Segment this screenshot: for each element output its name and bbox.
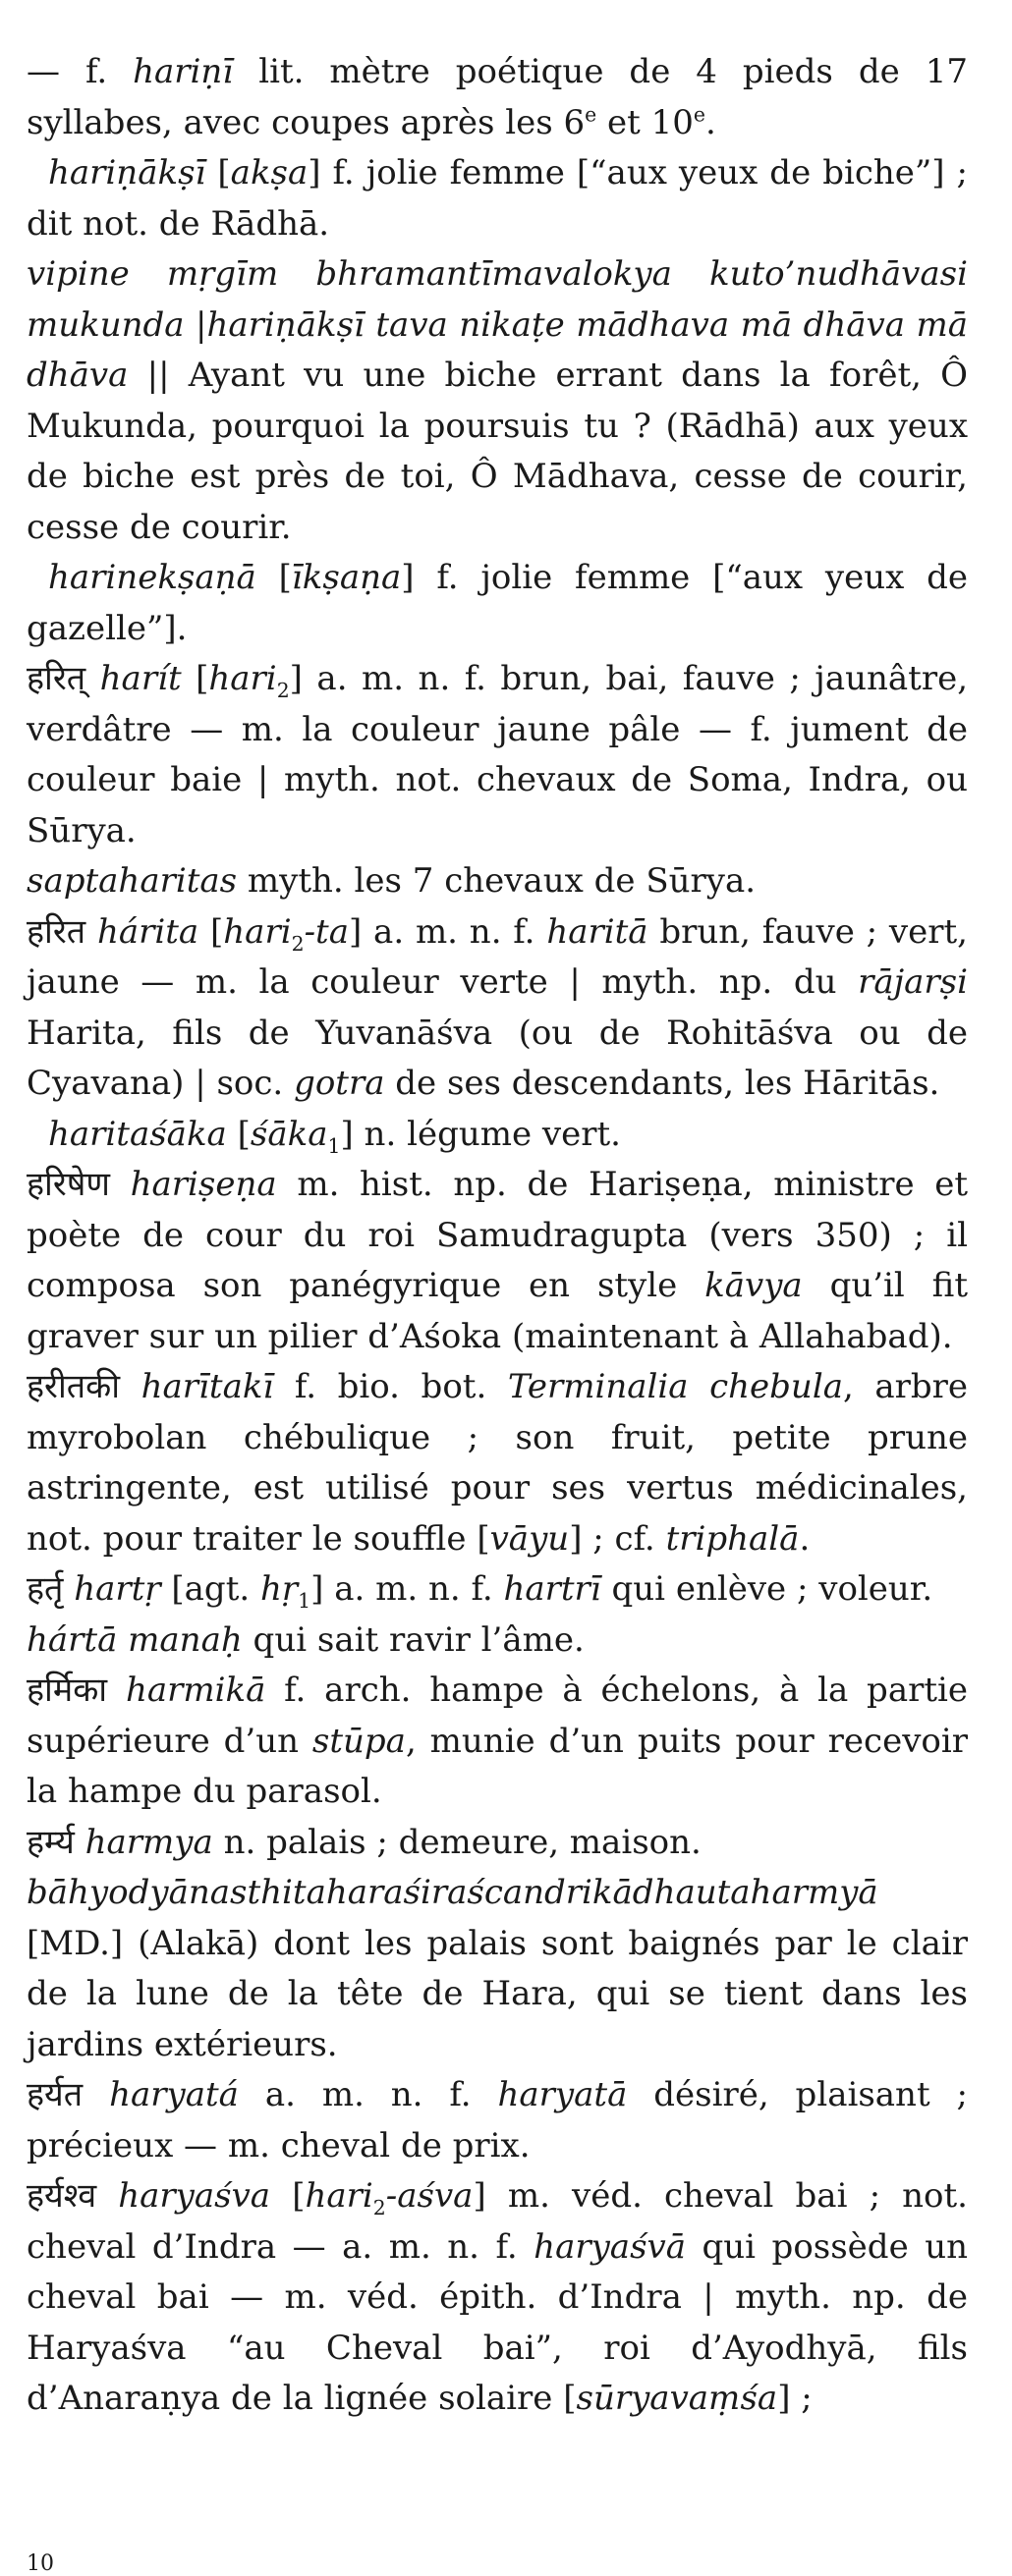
dictionary-entry: हरित् harít [hari$_2$] a. m. n. f. brun, bai, fauve ; jaunâtre, verdâtre — m. la couleur jaune pâle — f. jument de couleur baie | myth. not. chevaux de Soma, Indra, ou Sūrya. <box>27 659 968 850</box>
page-number: 10 <box>27 2551 54 2576</box>
dictionary-entry: हर्यत haryatá a. m. n. f. haryatā désiré, plaisant ; précieux — m. cheval de prix. <box>27 2075 968 2165</box>
dictionary-entry: hártā manaḥ qui sait ravir l’âme. <box>27 1619 585 1660</box>
dictionary-entry: saptaharitas myth. les 7 chevaux de Sūrya. <box>27 861 757 901</box>
dictionary-entry: हर्तृ hartṛ [agt. hṛ$_1$] a. m. n. f. hartrī qui enlève ; voleur. <box>27 1569 933 1613</box>
dictionary-entry: हर्मिका harmikā f. arch. hampe à échelons, à la partie supérieure d’un stūpa, munie d’un puits pour recevoir la hampe du parasol. <box>27 1671 968 1811</box>
dictionary-entry: bāhyodyānasthitaharaśiraścandrikādhautaharmyā [MD.] (Alakā) dont les palais sont baignés par le clair de la lune de la tête de Hara, qui se tient dans les jardins extérieurs. <box>27 1873 968 2064</box>
dictionary-entry: vipine mṛgīm bhramantīmavalokya kuto’nudhāvasi mukunda |hariṇākṣī tava nikaṭe mādhava mā dhāva mā dhāva || Ayant vu une biche errant dans la forêt, Ô Mukunda, pourquoi la poursuis tu ? (Rādhā) aux yeux de biche est près de toi, Ô Mādhava, cesse de courir, cesse de courir. <box>27 254 968 547</box>
dictionary-entry: हरिषेण hariṣeṇa m. hist. np. de Hariṣeṇa, ministre et poète de cour du roi Samudragupta (vers 350) ; il composa son panégyrique en style kāvya qu’il fit graver sur un pilier d’Aśoka (maintenant à Allahabad). <box>27 1165 968 1356</box>
dictionary-entry: हरीतकी harītakī f. bio. bot. Terminalia chebula, arbre myrobolan chébulique ; son fruit, petite prune astringente, est utilisé pour ses vertus médicinales, not. pour traiter le souffle [vāyu] ; cf. triphalā. <box>27 1367 969 1559</box>
dictionary-entry: haritaśāka [śāka$_1$] n. légume vert. <box>48 1114 621 1158</box>
dictionary-entry: हर्यश्व haryaśva [hari$_2$-aśva] m. véd. cheval bai ; not. cheval d’Indra — a. m. n. f. haryaśvā qui possède un cheval bai — m. véd. épith. d’Indra | myth. np. de Haryaśva “au Cheval bai”, roi d’Ayodhyā, fils d’Anaraṇya de la lignée solaire [sūryavaṃśa] ; <box>27 2176 968 2418</box>
dictionary-entry: — f. hariṇī lit. mètre poétique de 4 pieds de 17 syllabes, avec coupes après les 6e et 10e. <box>27 52 968 142</box>
dictionary-page <box>27 47 968 2425</box>
dictionary-entry: harinekṣaṇā [īkṣaṇa] f. jolie femme [“aux yeux de gazelle”]. <box>27 558 968 648</box>
dictionary-entry: हर्म्य harmya n. palais ; demeure, maison. <box>27 1822 702 1862</box>
dictionary-entry: हरित hárita [hari$_2$-ta] a. m. n. f. haritā brun, fauve ; vert, jaune — m. la couleur verte | myth. np. du rājarṣi Harita, fils de Yuvanāśva (ou de Rohitāśva ou de Cyavana) | soc. gotra de ses descendants, les Hāritās. <box>27 911 968 1103</box>
dictionary-entry: hariṇākṣī [akṣa] f. jolie femme [“aux yeux de biche”] ; dit not. de Rādhā. <box>27 153 969 244</box>
